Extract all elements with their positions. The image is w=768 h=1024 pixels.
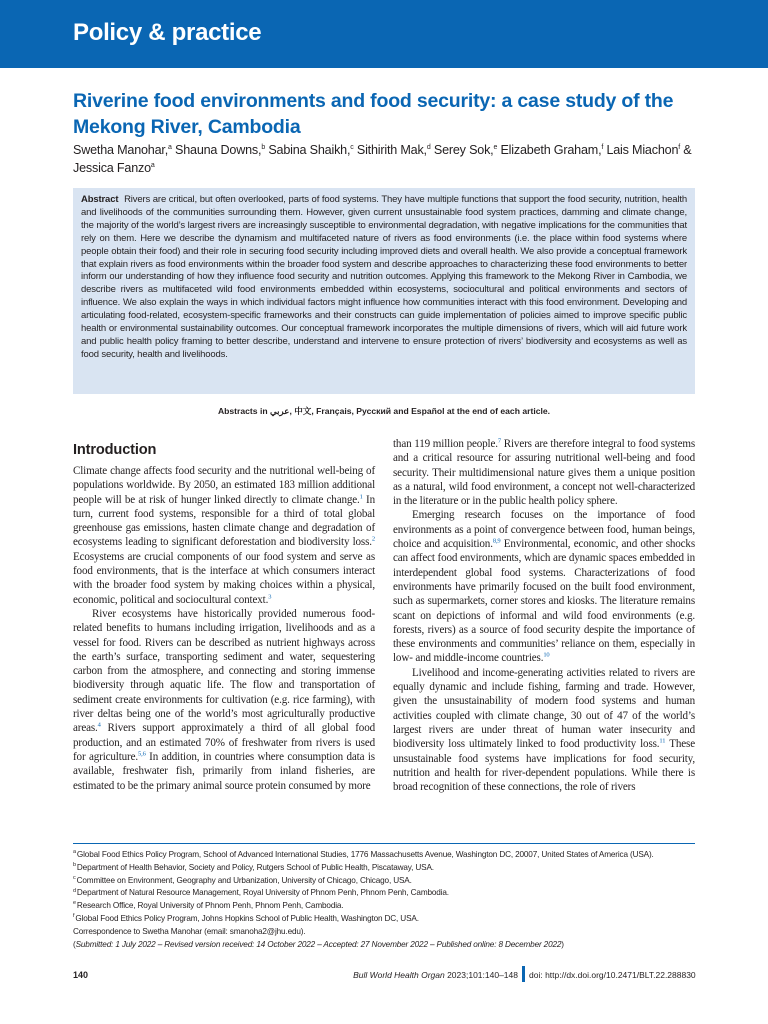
citation-ref: 4 [97,721,101,729]
abstract-box [73,188,695,394]
author-name: & Jessica Fanzo [73,143,692,175]
affiliation-mark: b [73,862,76,869]
paragraph-text: Ecosystems are crucial components of our food system and serve as food environments, that is the interface at which consumers interact with the broader food system by making choices within a physical, economic, political and sociocultural context. [73,550,375,606]
author-name: Lais Miachon [603,143,679,157]
author-affiliation-mark: f [601,143,604,151]
footnotes [73,849,695,951]
body-column-left [73,441,375,793]
citation-ref: 7 [497,437,501,445]
citation-ref: 11 [659,737,666,745]
affiliation-text: Committee on Environment, Geography and Urbanization, University of Chicago, Chicago, USA. [76,875,412,885]
affiliation-text: Global Food Ethics Policy Program, Johns Hopkins School of Public Health, Washington DC, USA. [75,913,419,923]
affiliation-mark: e [73,900,76,907]
affiliation-line [73,887,695,900]
page-number: 140 [73,970,89,980]
footnote-divider [73,843,695,844]
citation-ref: 1 [359,492,363,500]
paragraph-text: than 119 million people. [393,438,498,450]
paragraph-text: These unsustainable food systems have implications for food security, nutrition and health for river-dependent populations. While there is broad recognition of these connections, the role of rivers [393,738,695,794]
author-affiliation-mark: b [261,143,266,151]
body-column-right [393,437,695,794]
author-affiliation-mark: e [493,143,498,151]
paragraph-text: Environmental, economic, and other shocks can affect food environments, which are dynamic spaces embedded in interdependent global food systems. Characterizations of food environments have primarily focused on the built food environment, such as supermarkets, corner stores and kiosks. The literature remains scant on depictions of informal and wild food environments (e.g. forests, rivers) as a source of food security despite the importance of these environments and communities’ reliance on them, especially in low- and middle-income countries. [393,538,695,665]
paragraph-text: In addition, in countries where consumption data is available, freshwater fish, primarily from inland fisheries, are estimated to be the primary animal source protein consumed by more [73,750,375,792]
citation-ref: 3 [268,592,272,600]
author-name: Sithirith Mak, [353,143,427,157]
submission-close-paren: ) [561,939,564,949]
doi-link[interactable]: doi: http://dx.doi.org/10.2471/BLT.22.288830 [529,970,696,980]
citation-ref: 8,9 [492,537,501,545]
affiliation-line [73,875,695,888]
languages-prefix: Abstracts in [217,406,270,416]
author-name: Serey Sok, [430,143,494,157]
journal-name: Bull World Health Organ [353,970,445,980]
section-label: Policy & practice [73,19,262,46]
abstract-body: Rivers are critical, but often overlooked, parts of food systems. They have multiple functions that support the food security, nutrition, health and livelihoods of the communities surrounding them. However, given current unsustainable food system practices, damming and climate change, the majority of the world’s largest rivers are increasingly susceptible to environmental degradation, with negative implications for the communities that rely on them. Here we describe the dynamism and multifaceted nature of rivers as food environments (i.e. the place within food systems where people obtain their food) and their role in securing food security including improved diets and overall health. We also provide a conceptual framework that explain rivers as food environments within the broader food system and describe approaches to characterizing these food environments to better inform our understanding of how they influence food security and nutrition outcomes. Applying this framework to the Mekong River in Cambodia, we describe rivers as multifaceted wild food environments embedded within ecosystems, sociocultural and political environments and sectors of influence. We also explain the ways in which individual factors might influence how communities interact with this food environment. Developing and articulating food-related, ecosystem-specific frameworks and their constructs can guide implementation of policies aimed to improve specific public health or environmental sustainability outcomes. Our conceptual framework incorporates the multiple dimensions of rivers, which will aid future work and public health policy framing to better describe, understand and intervene to ensure protection of rivers’ biodiversity and ecosystems as well as food security, health and livelihoods. [81,194,687,360]
abstract-languages-note [0,405,768,417]
citation-ref: 10 [543,651,550,659]
affiliation-mark: d [73,887,76,894]
affiliation-mark: c [73,874,76,881]
languages-list: عربي, 中文, Français, Русский and Español [270,406,445,416]
submission-text: Submitted: 1 July 2022 – Revised version received: 14 October 2022 – Accepted: 27 November 2022 – Published online: 8 December 2022 [75,939,562,949]
affiliation-text: Global Food Ethics Policy Program, School of Advanced International Studies, 1776 Massachusetts Avenue, Washington DC, 20007, United States of America (USA). [76,850,654,859]
author-name: Swetha Manohar, [73,143,169,157]
affiliation-line [73,862,695,875]
paragraph-text: River ecosystems have historically provided numerous food-related benefits to humans including irrigation, livelihoods and as a vessel for food. Rivers can be described as nutrient highways across the earth’s surface, transporting sediment and water, sequestering carbon from the atmosphere, and connecting and storing immense biodiversity through aquatic life. The flow and transportation of sediment create environments for cultivation (e.g. rice farming), with river deltas being one of the world’s most agriculturally productive areas. [73,607,375,735]
author-affiliation-mark: c [350,143,354,151]
paragraph-text: Rivers support approximately a third of all global food production, and an estimated 70% of freshwater from rivers is used for agriculture. [73,722,375,763]
affiliation-line [73,900,695,913]
affiliation-mark: f [73,913,75,920]
correspondence: Correspondence to Swetha Manohar (email: smanoha2@jhu.edu). [73,926,306,936]
paragraph-text: Climate change affects food security and the nutritional well-being of populations worldwide. By 2050, an estimated 183 million additional people will be at risk of hunger linked directly to climate change. [73,465,375,506]
affiliation-text: Department of Natural Resource Management, Royal University of Phnom Penh, Phnom Penh, Cambodia. [76,888,449,898]
author-affiliation-mark: a [150,161,155,169]
abstract-label: Abstract [81,194,119,205]
submission-open-paren: ( [73,939,76,949]
affiliation-line [73,913,695,926]
citation-ref: 5,6 [138,750,146,758]
citation-volume: 2023;101:140–148 [444,970,518,980]
author-affiliation-mark: d [426,143,431,151]
affiliation-text: Department of Health Behavior, Society and Policy, Rutgers School of Public Health, Piscataway, USA. [76,862,434,872]
author-affiliation-mark: a [168,143,172,151]
affiliation-mark: a [73,849,76,856]
abstract-text [81,194,687,362]
author-list [73,141,713,177]
section-heading: Introduction [73,442,157,458]
paragraph-text: Emerging research focuses on the importance of food environments as a point of convergence between food, human beings, choice and acquisition. [393,509,695,551]
paragraph-text: Livelihood and income-generating activities related to rivers are equally dynamic and include fishing, farming and trade. However, given the unsustainability of modern food systems and human activities coupled with climate change, 30 out of 47 of the world’s largest rivers are under threat of human water insecurity and biodiversity loss ultimately linked to food productivity loss. [393,666,695,751]
submission-dates [73,939,695,952]
body-paragraph [73,607,375,793]
article-title: Riverine food environments and food security: a case study of the Mekong River, Cambodia [73,90,674,138]
body-paragraph [73,464,375,607]
journal-citation [353,970,518,980]
paragraph-text: Rivers are therefore integral to food systems and a critical resource for assuring nutritional well-being and food security. Their multidimensional nature gives them a unique position as a natural, wild food environment, a concept not well-characterized in the literature or in the public health policy sphere. [393,438,695,508]
author-name: Sabina Shaikh, [265,143,351,157]
languages-suffix: at the end of each article. [444,406,551,416]
author-affiliation-mark: f [678,143,680,151]
affiliation-line [73,849,695,862]
body-paragraph [393,508,695,665]
citation-ref: 2 [371,535,375,543]
body-paragraph [393,437,695,508]
author-name: Elizabeth Graham, [497,143,602,157]
author-name: Shauna Downs, [171,143,262,157]
affiliation-text: Research Office, Royal University of Phnom Penh, Phnom Penh, Cambodia. [76,901,344,911]
footer-divider [522,966,525,982]
section-banner [0,0,768,68]
paragraph-text: In turn, current food systems, responsible for a third of total global greenhouse gas emissions, hasten climate change and degradation of ecosystems leading to significant deforestation and biodiversity loss. [73,493,375,549]
body-paragraph [393,666,695,795]
